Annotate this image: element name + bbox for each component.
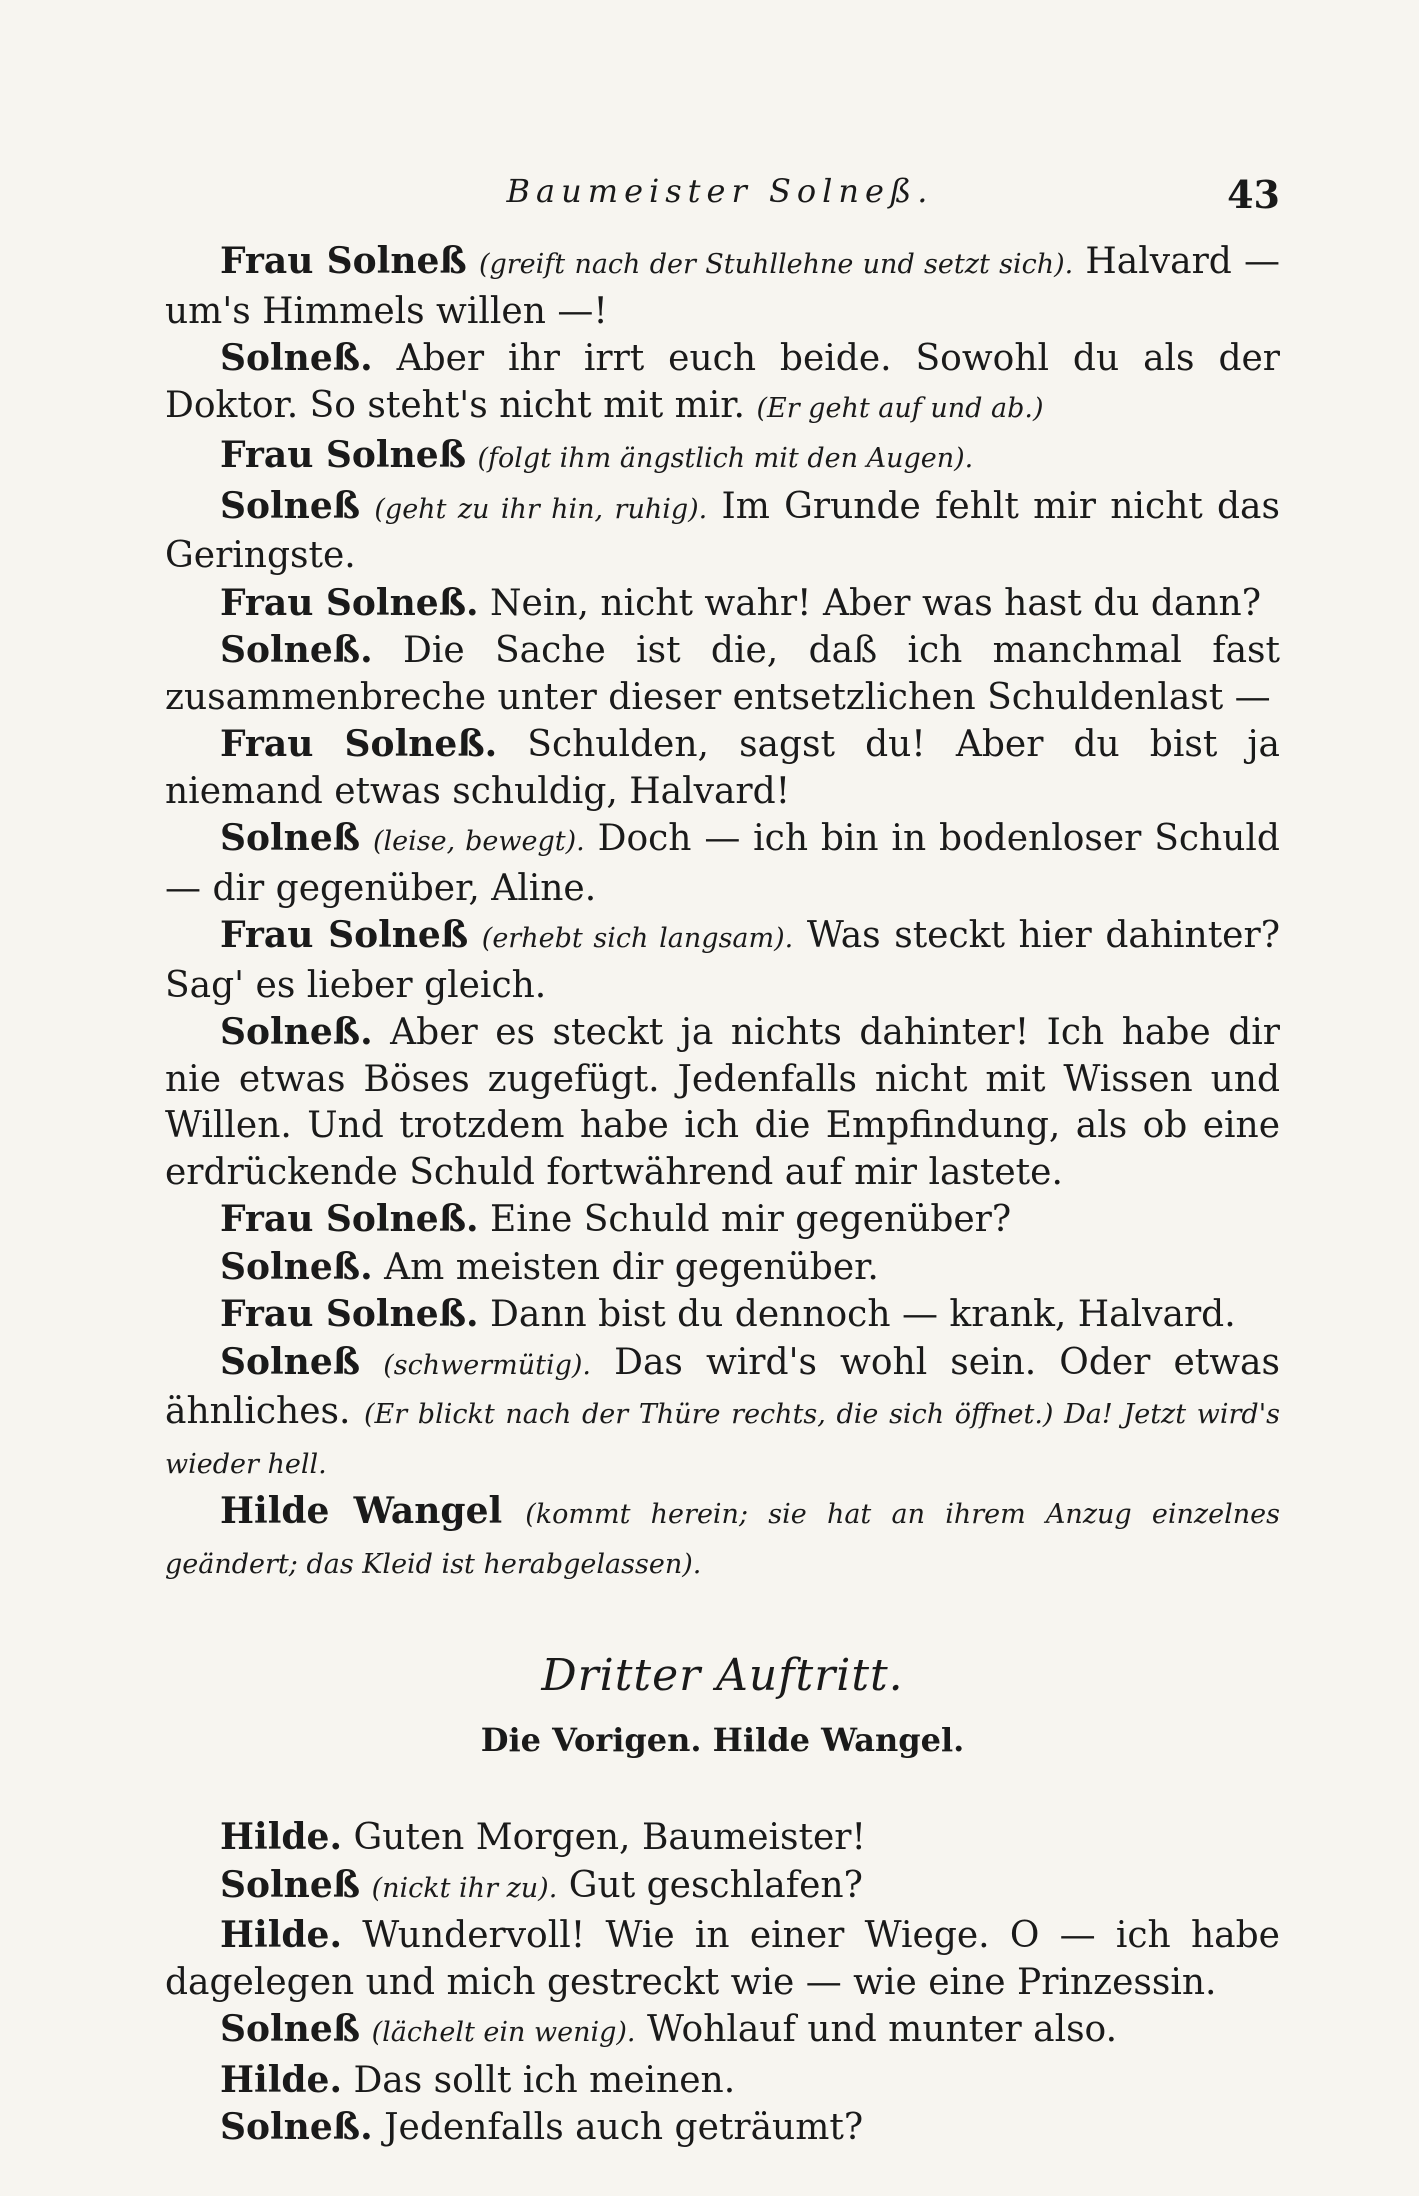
- spoken-text: Schulden, sagst du! Aber du bist ja niemand etwas schuldig, Halvard!: [165, 724, 1280, 812]
- speaker-name: Solneß.: [220, 1245, 373, 1288]
- stage-direction: (Er geht auf und ab.): [756, 392, 1044, 424]
- spoken-text: Eine Schuld mir gegenüber?: [490, 1199, 1012, 1240]
- spoken-text: Am meisten dir gegenüber.: [384, 1246, 879, 1288]
- spoken-text: Die Sache ist die, daß ich manchmal fast zusammenbreche unter dieser entsetzlichen Schuldenlast —: [165, 630, 1280, 718]
- dialogue-line: [165, 1862, 1280, 1913]
- dialogue-before: [165, 238, 1280, 1588]
- stage-direction: (greift nach der Stuhllehne und setzt sich).: [478, 249, 1074, 280]
- dialogue-line: [165, 1009, 1280, 1196]
- stage-direction: (nickt ihr zu).: [371, 1872, 558, 1904]
- stage-direction: (schwermütig).: [383, 1349, 591, 1381]
- speaker-name: Hilde.: [220, 1816, 342, 1858]
- speaker-name: Frau Solneß: [220, 434, 467, 476]
- speaker-name: Frau Solneß: [220, 240, 467, 282]
- spoken-text: Wohlauf und munter also.: [646, 2009, 1118, 2050]
- running-title: Baumeister Solneß.: [506, 172, 934, 210]
- spoken-text: Nein, nicht wahr! Aber was hast du dann?: [490, 582, 1262, 624]
- dialogue-line: [165, 580, 1280, 628]
- dialogue-line: [165, 1488, 1280, 1588]
- spoken-text: Guten Morgen, Baumeister!: [353, 1817, 866, 1858]
- dialogue-line: [165, 627, 1280, 721]
- scene-cast: Die Vorigen. Hilde Wangel.: [480, 1721, 965, 1759]
- dialogue-line: [165, 432, 1280, 483]
- dialogue-line: [165, 2006, 1280, 2057]
- dialogue-line: [165, 335, 1280, 432]
- spoken-text: Wundervoll! Wie in einer Wiege. O — ich habe dagelegen und mich gestreckt wie — wie eine Prinzessin.: [165, 1915, 1280, 2003]
- stage-direction: (folgt ihm ängstlich mit den Augen).: [477, 443, 974, 474]
- dialogue-line: [165, 1196, 1280, 1244]
- dialogue-line: [165, 238, 1280, 335]
- speaker-name: Solneß.: [220, 1011, 373, 1053]
- stage-direction: (kommt herein; sie hat an ihrem Anzug einzelnes geändert; das Kleid ist herabgelassen).: [165, 1499, 1280, 1580]
- speaker-name: Solneß: [220, 817, 361, 859]
- speaker-name: Frau Solneß.: [220, 1293, 479, 1335]
- speaker-name: Frau Solneß.: [220, 1198, 479, 1240]
- speaker-name: Frau Solneß.: [220, 723, 498, 765]
- stage-direction: (Er blickt nach der Thüre rechts, die sich öffnet.) Da! Jetzt wird's wieder hell.: [165, 1399, 1280, 1480]
- page-number: 43: [1227, 172, 1280, 217]
- spoken-text: Dann bist du dennoch — krank, Halvard.: [490, 1294, 1236, 1335]
- dialogue-line: [165, 815, 1280, 912]
- dialogue-line: [165, 2104, 1280, 2152]
- speaker-name: Solneß.: [220, 629, 373, 671]
- speaker-name: Solneß.: [220, 2106, 373, 2148]
- spoken-text: Was steckt hier dahinter? Sag' es lieber gleich.: [165, 915, 1280, 1006]
- speaker-name: Solneß.: [220, 337, 373, 379]
- dialogue-line: [165, 2057, 1280, 2105]
- dialogue-line: [165, 1814, 1280, 1862]
- dialogue-line: [165, 912, 1280, 1009]
- spoken-text: Doch — ich bin in bodenloser Schuld — dir gegenüber, Aline.: [165, 818, 1280, 909]
- stage-direction: (leise, bewegt).: [372, 826, 585, 857]
- spoken-text: Aber ihr irrt euch beide. Sowohl du als der Doktor. So steht's nicht mit mir.: [165, 338, 1280, 426]
- spoken-text: Im Grunde fehlt mir nicht das Geringste.: [165, 485, 1280, 576]
- stage-direction: (geht zu ihr hin, ruhig).: [374, 493, 708, 525]
- spoken-text: Jedenfalls auch geträumt?: [384, 2107, 864, 2148]
- speaker-name: Frau Solneß.: [220, 581, 479, 624]
- speaker-name: Hilde.: [220, 1914, 342, 1956]
- speaker-name: Hilde.: [220, 2058, 342, 2101]
- speaker-name: Solneß: [220, 2008, 361, 2050]
- speaker-name: Solneß: [220, 1340, 361, 1383]
- dialogue-line: [165, 1912, 1280, 2006]
- dialogue-line: [165, 721, 1280, 815]
- dialogue-line: [165, 1291, 1280, 1339]
- spoken-text: Halvard — um's Himmels willen —!: [165, 241, 1280, 332]
- spoken-text: Aber es steckt ja nichts dahinter! Ich habe dir nie etwas Böses zugefügt. Jedenfalls nicht mit Wissen und Willen. Und trotzdem habe ich die Empfindung, als ob eine erdrückende Schuld fortwährend auf mir lastete.: [165, 1012, 1281, 1193]
- spoken-text: Das sollt ich meinen.: [353, 2059, 736, 2101]
- speaker-name: Solneß: [220, 484, 361, 527]
- speaker-name: Solneß: [220, 1863, 361, 1906]
- stage-direction: (erhebt sich langsam).: [481, 923, 794, 954]
- speaker-name: Hilde Wangel: [220, 1490, 503, 1532]
- speaker-name: Frau Solneß: [220, 914, 469, 956]
- page-body: [165, 238, 1280, 2152]
- stage-direction: (lächelt ein wenig).: [371, 2017, 636, 2048]
- spoken-text: Gut geschlafen?: [568, 1864, 863, 1906]
- dialogue-line: [165, 1339, 1280, 1489]
- dialogue-line: [165, 1244, 1280, 1292]
- scene-title: Dritter Auftritt.: [541, 1650, 904, 1701]
- dialogue-line: [165, 483, 1280, 580]
- dialogue-after: [165, 1814, 1280, 2152]
- spoken-text: Das wird's wohl sein. Oder etwas ähnliches.: [165, 1341, 1280, 1432]
- page-header: [160, 172, 1280, 222]
